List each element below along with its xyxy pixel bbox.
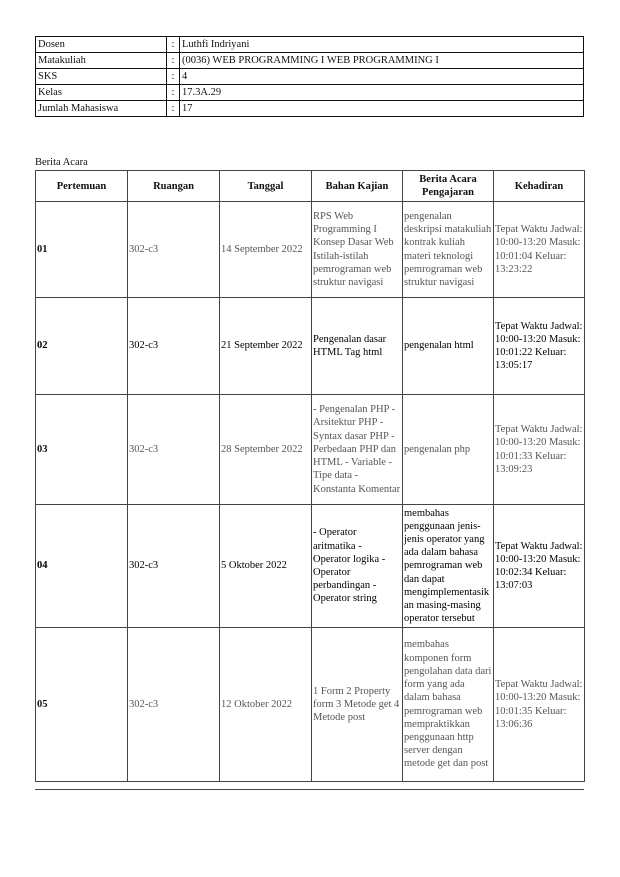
- meeting-number: 05: [36, 628, 128, 782]
- attendance-cell: Tepat Waktu Jadwal: 10:00-13:20 Masuk: 10:01:22 Keluar: 13:05:17: [494, 298, 585, 395]
- info-separator: :: [167, 69, 180, 85]
- header-report: Berita Acara Pengajaran: [403, 171, 494, 202]
- room-cell: 302-c3: [128, 298, 220, 395]
- info-value: Luthfi Indriyani: [180, 37, 584, 53]
- table-header-row: [36, 171, 585, 202]
- material-cell: RPS Web Programming I Konsep Dasar Web Istilah-istilah pemrograman web struktur navigasi: [312, 202, 403, 298]
- header-meeting: Pertemuan: [36, 171, 128, 202]
- attendance-cell: Tepat Waktu Jadwal: 10:00-13:20 Masuk: 10:01:35 Keluar: 13:06:36: [494, 628, 585, 782]
- report-cell: membahas komponen form pengolahan data dari form yang ada dalam bahasa pemrograman web mempraktikkan penggunaan http server dengan metode get dan post: [403, 628, 494, 782]
- room-cell: 302-c3: [128, 628, 220, 782]
- header-date: Tanggal: [220, 171, 312, 202]
- report-cell: pengenalan html: [403, 298, 494, 395]
- attendance-cell: Tepat Waktu Jadwal: 10:00-13:20 Masuk: 10:01:33 Keluar: 13:09:23: [494, 395, 585, 505]
- material-cell: 1 Form 2 Property form 3 Metode get 4 Metode post: [312, 628, 403, 782]
- info-separator: :: [167, 53, 180, 69]
- section-title: Berita Acara: [35, 157, 88, 168]
- report-cell: pengenalan deskripsi matakuliah kontrak kuliah materi teknologi pemrograman web struktur navigasi: [403, 202, 494, 298]
- table-bottom-divider: [35, 789, 584, 790]
- room-cell: 302-c3: [128, 395, 220, 505]
- date-cell: 12 Oktober 2022: [220, 628, 312, 782]
- info-separator: :: [167, 37, 180, 53]
- material-cell: Pengenalan dasar HTML Tag html: [312, 298, 403, 395]
- table-row: [36, 298, 585, 395]
- header-material: Bahan Kajian: [312, 171, 403, 202]
- info-value: 17.3A.29: [180, 85, 584, 101]
- info-label: Jumlah Mahasiswa: [36, 101, 167, 117]
- date-cell: 14 September 2022: [220, 202, 312, 298]
- header-attendance: Kehadiran: [494, 171, 585, 202]
- info-row-class: [36, 85, 584, 101]
- room-cell: 302-c3: [128, 505, 220, 628]
- table-row: [36, 395, 585, 505]
- attendance-cell: Tepat Waktu Jadwal: 10:00-13:20 Masuk: 10:01:04 Keluar: 13:23:22: [494, 202, 585, 298]
- date-cell: 28 September 2022: [220, 395, 312, 505]
- info-row-sks: [36, 69, 584, 85]
- room-cell: 302-c3: [128, 202, 220, 298]
- info-value: 4: [180, 69, 584, 85]
- info-row-course: [36, 53, 584, 69]
- meeting-number: 03: [36, 395, 128, 505]
- info-label: Dosen: [36, 37, 167, 53]
- info-value: (0036) WEB PROGRAMMING I WEB PROGRAMMING I: [180, 53, 584, 69]
- material-cell: - Pengenalan PHP - Arsitektur PHP - Syntax dasar PHP - Perbedaan PHP dan HTML - Variable - Tipe data - Konstanta Komentar: [312, 395, 403, 505]
- info-row-students: [36, 101, 584, 117]
- meeting-number: 01: [36, 202, 128, 298]
- table-row: [36, 505, 585, 628]
- info-label: Matakuliah: [36, 53, 167, 69]
- attendance-cell: Tepat Waktu Jadwal: 10:00-13:20 Masuk: 10:02:34 Keluar: 13:07:03: [494, 505, 585, 628]
- info-row-lecturer: [36, 37, 584, 53]
- info-separator: :: [167, 85, 180, 101]
- info-separator: :: [167, 101, 180, 117]
- table-row: [36, 628, 585, 782]
- info-label: Kelas: [36, 85, 167, 101]
- report-cell: membahas penggunaan jenis-jenis operator yang ada dalam bahasa pemrograman web dan dapat mengimplementasikan masing-masing operator tersebut: [403, 505, 494, 628]
- meeting-report-table: [35, 170, 585, 782]
- report-cell: pengenalan php: [403, 395, 494, 505]
- meeting-number: 02: [36, 298, 128, 395]
- header-room: Ruangan: [128, 171, 220, 202]
- course-info-table: [35, 36, 584, 117]
- info-label: SKS: [36, 69, 167, 85]
- info-value: 17: [180, 101, 584, 117]
- meeting-number: 04: [36, 505, 128, 628]
- date-cell: 21 September 2022: [220, 298, 312, 395]
- table-row: [36, 202, 585, 298]
- date-cell: 5 Oktober 2022: [220, 505, 312, 628]
- material-cell: - Operator aritmatika - Operator logika - Operator perbandingan - Operator string: [312, 505, 403, 628]
